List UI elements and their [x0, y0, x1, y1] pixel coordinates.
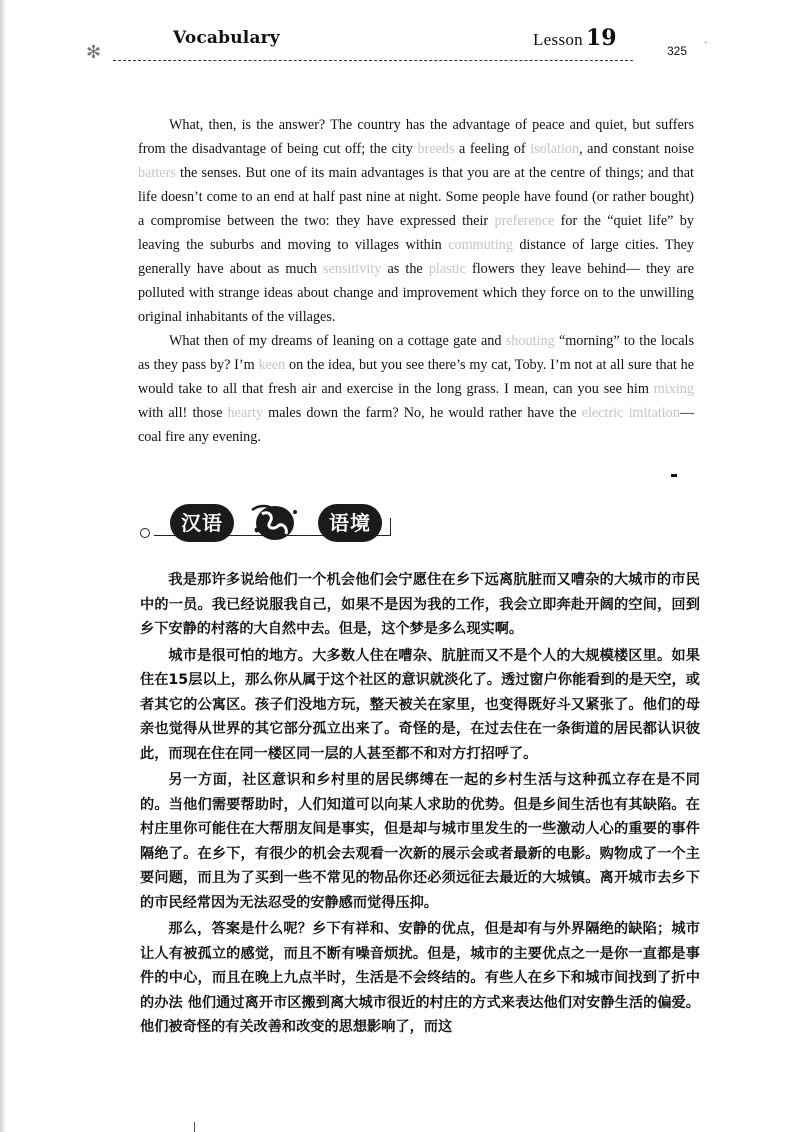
banner-end-tick: [390, 518, 391, 536]
lesson-word: Lesson: [533, 30, 583, 49]
text-run: a feeling of: [454, 141, 531, 157]
english-paragraph: [138, 113, 694, 329]
faded-word: electric imitation: [581, 405, 680, 421]
scan-speck: ·: [704, 36, 708, 49]
scan-mark: [194, 1122, 195, 1132]
text-run: , and constant noise: [579, 141, 694, 157]
faded-word: breeds: [417, 141, 455, 157]
binding-shadow: [0, 0, 6, 1132]
banner-label-right: 语境: [318, 504, 382, 542]
banner-circle-icon: [140, 528, 150, 538]
english-passage: [138, 113, 694, 449]
faded-word: shouting: [505, 333, 555, 349]
faded-word: preference: [494, 213, 555, 229]
text-run: What then of my dreams of leaning on a cottage gate and: [169, 333, 506, 349]
chinese-passage: [140, 568, 700, 1040]
faded-word: batters: [138, 165, 176, 181]
header-rule: [113, 60, 633, 61]
text-run: distance of large cities. They generally have about as much: [138, 237, 694, 277]
faded-word: sensitivity: [322, 261, 382, 277]
text-run: What, then, is the answer? The country has the advantage of peace and quiet, but suffers from the disadvantage of being cut off; the city: [138, 117, 694, 157]
running-header: [135, 22, 695, 62]
chinese-paragraph: 我是那许多说给他们一个机会他们会宁愿住在乡下远离肮脏而又嘈杂的大城市的市民中的一员。我已经说服我自己，如果不是因为我的工作，我会立即奔赴开阔的空间，回到乡下安静的村落的大自然中去。但是，这个梦是多么现实啊。: [140, 572, 700, 637]
text-run: males down the farm? No, he would rather have the: [263, 405, 582, 421]
text-run: “morning” to the locals as they pass by? I’m: [138, 333, 694, 373]
faded-word: plastic: [428, 261, 466, 277]
lesson-label: [533, 25, 617, 51]
chinese-paragraph: 另一方面，社区意识和乡村里的居民绑缚在一起的乡村生活与这种孤立存在是不同的。当他们需要帮助时，人们知道可以向某人求助的优势。但是乡间生活也有其缺陷。在村庄里你可能住在大帮朋友间是事实，但是却与城市里发生的一些激动人心的重要的事件隔绝了。在乡下，有很少的机会去观看一次新的展示会或者最新的电影。购物成了一个主要问题，而且为了买到一些不常见的物品你还必须远征去最近的大城镇。离开城市去乡下的市民经常因为无法忍受的安静感而觉得压抑。: [140, 772, 700, 911]
faded-word: hearty: [227, 405, 263, 421]
lesson-number: 19: [585, 25, 617, 51]
globe-icon: [248, 502, 302, 542]
page-number: 325: [667, 44, 688, 58]
section-banner: [140, 500, 390, 552]
chinese-paragraph: 城市是很可怕的地方。大多数人住在嘈杂、肮脏而又不是个人的大规模楼区里。如果住在15层以上，那么你从属于这个社区的意识就淡化了。透过窗户你能看到的是天空，或者其它的公寓区。孩子们没地方玩，整天被关在家里，也变得既好斗又紧张了。他们的母亲也觉得从世界的其它部分孤立出来了。奇怪的是，在过去住在一条街道的居民都认识彼此，而现在住在同一楼区同一层的人甚至都不和对方打招呼了。: [140, 647, 700, 762]
faded-word: keen: [258, 357, 286, 373]
text-run: with all! those: [138, 405, 228, 421]
banner-label-left: 汉语: [170, 504, 234, 542]
text-run: for the “quiet life” by leaving the suburbs and moving to villages within: [138, 213, 694, 253]
text-run: — coal fire any evening.: [138, 405, 694, 445]
english-paragraph: [138, 329, 694, 449]
faded-word: commuting: [448, 237, 513, 253]
section-title: Vocabulary: [173, 28, 280, 48]
text-run: flowers they leave behind— they are polluted with strange ideas about change and improvement which they force on to the unwilling original inhabitants of the villages.: [138, 261, 694, 325]
faded-word: mixing: [653, 381, 694, 397]
text-run: on the idea, but you see there’s my cat, Toby. I’m not at all sure that he would take to all that fresh air and exercise in the long grass. I mean, can you see him: [138, 357, 694, 397]
scan-speck: ✻: [86, 42, 102, 63]
text-run: the senses. But one of its main advantages is that you are at the centre of things; and that life doesn’t come to an end at half past nine at night. Some people have found (or rather bought) a compromise between the two: they have expressed their: [138, 165, 694, 229]
chinese-paragraph: 那么，答案是什么呢？乡下有祥和、安静的优点，但是却有与外界隔绝的缺陷；城市让人有被孤立的感觉，而且不断有噪音烦扰。但是，城市的主要优点之一是你一直都是事件的中心，而且在晚上九点半时，生活是不会终结的。有些人在乡下和城市间找到了折中的办法 他们通过离开市区搬到离大城市很近的村庄的方式来表达他们对安静生活的偏爱。他们被奇怪的有关改善和改变的思想影响了，而这: [140, 921, 700, 1035]
faded-word: isolation: [530, 141, 580, 157]
text-run: as the: [381, 261, 429, 277]
print-mark: [671, 474, 677, 477]
